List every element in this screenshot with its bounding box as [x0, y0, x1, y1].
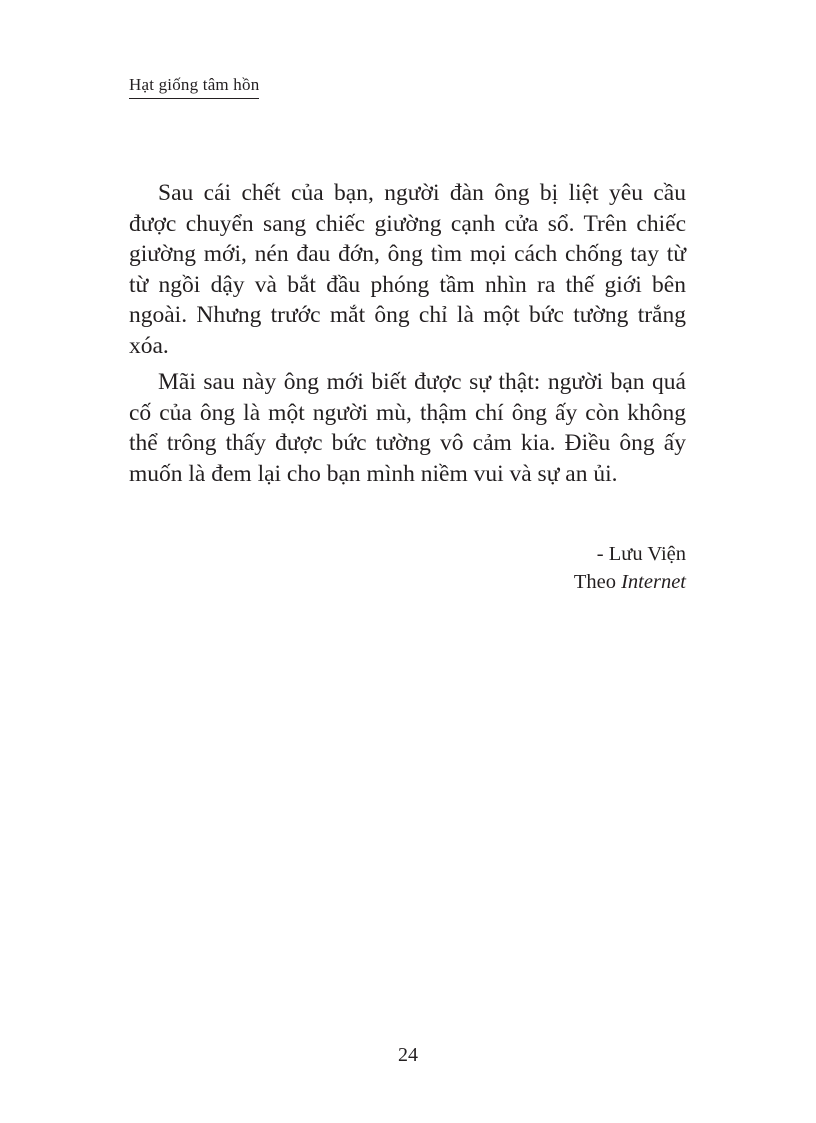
page-number: 24	[398, 1044, 418, 1066]
attribution-source-line	[574, 568, 686, 596]
attribution-source: Internet	[621, 571, 686, 593]
attribution-source-prefix: Theo	[573, 571, 622, 593]
story-paragraph-2: Mãi sau này ông mới biết được sự thật: người bạn quá cố của ông là một người mù, thậm chí ông ấy còn không thể trông thấy được bức tường vô cảm kia. Điều ông ấy muốn là đem lại cho bạn mình niềm vui và sự an ủi.	[129, 369, 686, 487]
attribution-author: - Lưu Viện	[596, 543, 686, 565]
story-paragraph-1: Sau cái chết của bạn, người đàn ông bị liệt yêu cầu được chuyển sang chiếc giường cạnh cửa sổ. Trên chiếc giường mới, nén đau đớn, ông tìm mọi cách chống tay từ từ ngồi dậy và bắt đầu phóng tầm nhìn ra thế giới bên ngoài. Nhưng trước mắt ông chỉ là một bức tường trắng xóa.	[129, 180, 686, 359]
running-header-title: Hạt giống tâm hồn	[129, 74, 259, 99]
attribution	[574, 540, 686, 596]
story-body	[129, 178, 686, 495]
